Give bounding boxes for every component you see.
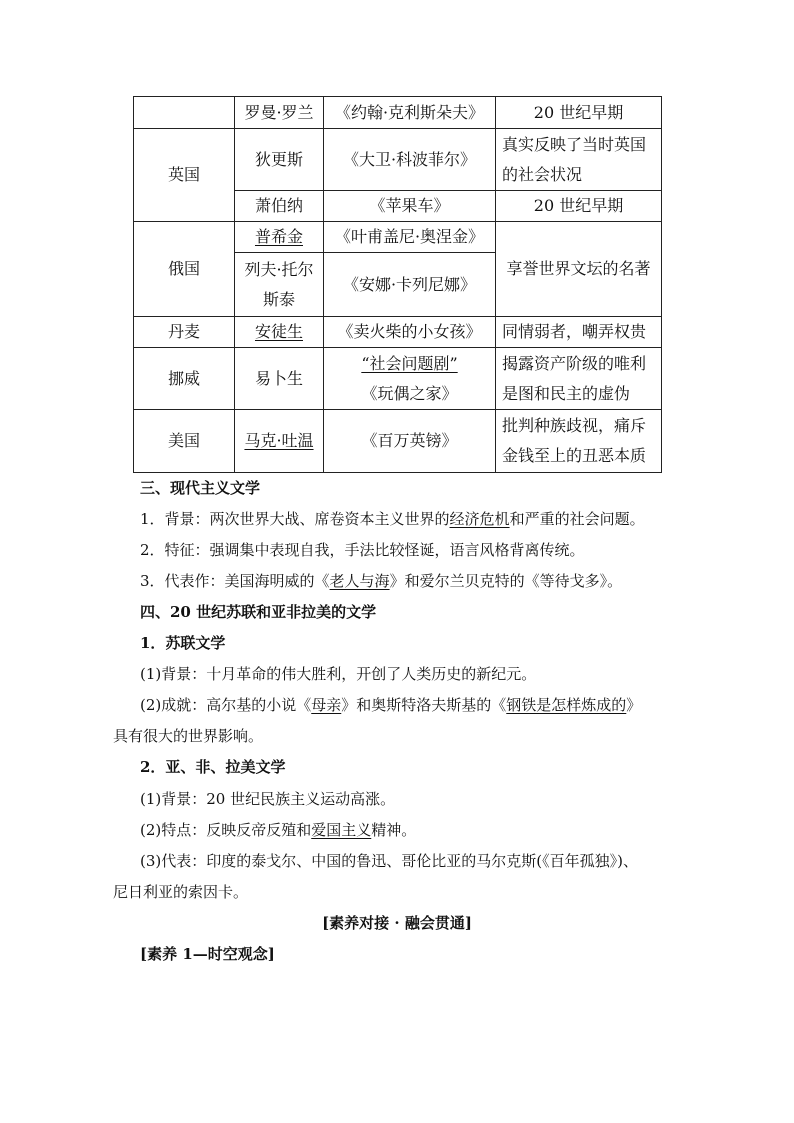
paragraph <box>140 571 708 591</box>
table-cell-author: 安徒生 <box>235 317 324 348</box>
table-cell-note: 批判种族歧视，痛斥金钱至上的丑恶本质 <box>496 410 662 473</box>
table-cell-author: 列夫·托尔斯泰 <box>235 253 324 317</box>
table-cell-work: 《叶甫盖尼·奥涅金》 <box>324 222 496 253</box>
text-span: 》和爱尔兰贝克特的《等待戈多》。 <box>389 572 623 590</box>
table-cell-author: 罗曼·罗兰 <box>235 97 324 129</box>
paragraph-continuation: 尼日利亚的索因卡。 <box>113 883 249 901</box>
table-cell-country: 挪威 <box>134 348 235 410</box>
text-span: (2)特点：反映反帝反殖和 <box>140 821 312 839</box>
work-title: 《玩偶之家》 <box>361 383 458 403</box>
table-cell-author: 易卜生 <box>235 348 324 410</box>
text-span: 1．背景：两次世界大战、席卷资本主义世界的 <box>140 510 450 528</box>
table-cell-note: 同情弱者，嘲弄权贵 <box>496 317 662 348</box>
paragraph: 2．特征：强调集中表现自我，手法比较怪诞，语言风格背离传统。 <box>140 541 585 559</box>
text-span: 》和奥斯特洛夫斯基的《 <box>341 696 507 714</box>
table-row <box>134 317 662 348</box>
table-cell-work: 《百万英镑》 <box>324 410 496 473</box>
text-span: 3．代表作：美国海明威的《 <box>140 572 330 590</box>
table-cell-author: 萧伯纳 <box>235 191 324 222</box>
paragraph: (1)背景：十月革命的伟大胜利，开创了人类历史的新纪元。 <box>140 665 537 683</box>
paragraph: (1)背景：20 世纪民族主义运动高涨。 <box>140 790 396 808</box>
table-cell-note: 20 世纪早期 <box>496 97 662 129</box>
competency-heading: [素养对接 · 融会贯通] <box>322 914 472 932</box>
table-cell-note: 20 世纪早期 <box>496 191 662 222</box>
underlined-term: 经济危机 <box>449 510 510 528</box>
table-cell-work: 《安娜·卡列尼娜》 <box>324 253 496 317</box>
paragraph <box>140 509 708 529</box>
table-cell-work <box>324 348 496 410</box>
paragraph-continuation: 具有很大的世界影响。 <box>113 727 264 745</box>
section-heading-soviet: 四、20 世纪苏联和亚非拉美的文学 <box>140 603 377 621</box>
text-span: 》 <box>626 696 642 714</box>
underlined-term: 爱国主义 <box>311 821 372 839</box>
subheading: 2．亚、非、拉美文学 <box>140 758 286 776</box>
subheading: 1．苏联文学 <box>140 634 226 652</box>
work-genre: “社会问题剧” <box>361 353 458 373</box>
table-cell-work: 《大卫·科波菲尔》 <box>324 129 496 191</box>
table-row <box>134 348 662 410</box>
section-heading-modernism: 三、现代主义文学 <box>140 479 261 497</box>
table-cell-note: 享誉世界文坛的名著 <box>496 222 662 317</box>
table-cell-work: 《约翰·克利斯朵夫》 <box>324 97 496 129</box>
underlined-term: 母亲 <box>311 696 342 714</box>
paragraph <box>140 820 708 840</box>
underlined-term: 老人与海 <box>329 572 390 590</box>
table-cell-note: 真实反映了当时英国的社会状况 <box>496 129 662 191</box>
paragraph <box>140 695 708 715</box>
table-cell-note: 揭露资产阶级的唯利是图和民主的虚伪 <box>496 348 662 410</box>
table-cell-country: 美国 <box>134 410 235 473</box>
text-span: (2)成就：高尔基的小说《 <box>140 696 312 714</box>
literature-table <box>133 96 662 473</box>
table-row <box>134 222 662 253</box>
table-cell-author: 普希金 <box>235 222 324 253</box>
table-cell-country: 俄国 <box>134 222 235 317</box>
table-cell-work: 《卖火柴的小女孩》 <box>324 317 496 348</box>
table-row <box>134 410 662 473</box>
table-cell-author: 狄更斯 <box>235 129 324 191</box>
table-cell-work: 《苹果车》 <box>324 191 496 222</box>
table-cell-country <box>134 97 235 129</box>
table-row <box>134 97 662 129</box>
text-span: 精神。 <box>371 821 417 839</box>
paragraph: (3)代表：印度的泰戈尔、中国的鲁迅、哥伦比亚的马尔克斯(《百年孤独》)、 <box>140 852 638 870</box>
table-cell-author: 马克·吐温 <box>235 410 324 473</box>
table-row <box>134 129 662 191</box>
competency-label: [素养 1—时空观念] <box>140 945 275 963</box>
table-cell-country: 英国 <box>134 129 235 222</box>
text-span: 和严重的社会问题。 <box>509 510 645 528</box>
underlined-term: 钢铁是怎样炼成的 <box>506 696 627 714</box>
table-cell-country: 丹麦 <box>134 317 235 348</box>
